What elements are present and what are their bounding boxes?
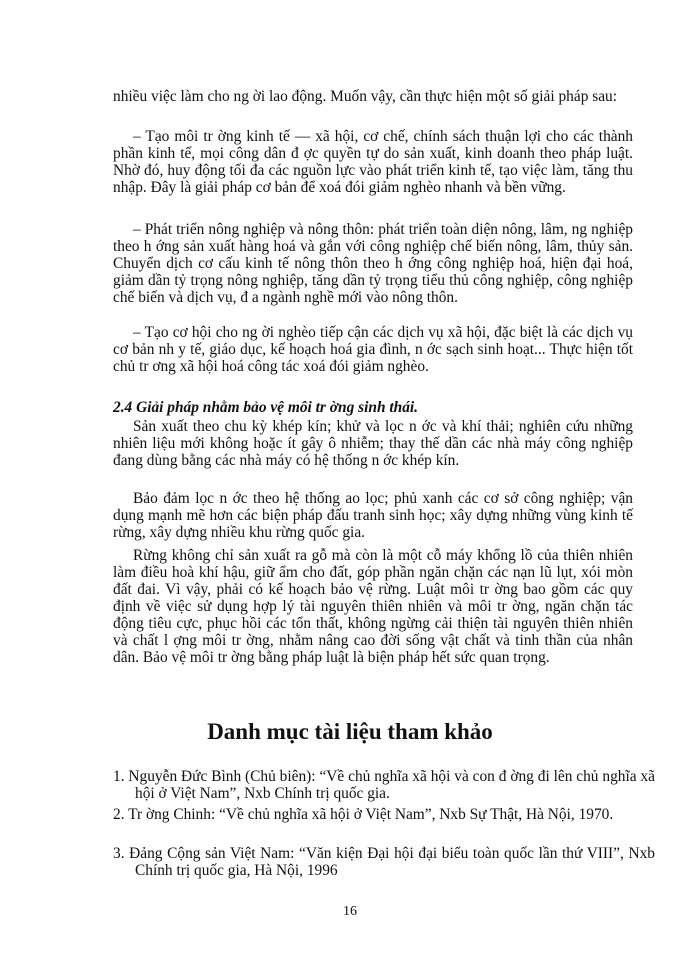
reference-item-2: 2. Tr ờng Chinh: “Về chủ nghĩa xã hội ở Việt Nam”, Nxb Sự Thật, Hà Nội, 1970. bbox=[113, 806, 614, 823]
reference-item-1: 1. Nguyễn Đức Bình (Chủ biên): “Về chủ nghĩa xã hội và con đ ờng đi lên chủ nghĩa xã hội ở Việt Nam”, Nxb Chính trị quốc gia. bbox=[113, 768, 655, 802]
page-number: 16 bbox=[343, 904, 357, 919]
intro-paragraph: nhiều việc làm cho ng ời lao động. Muốn vậy, cần thực hiện một số giải pháp sau: bbox=[113, 88, 618, 105]
solution-paragraph-3: – Tạo cơ hội cho ng ời nghèo tiếp cận các dịch vụ xã hội, đặc biệt là các dịch vụ cơ bản nh y tế, giáo dục, kế hoạch hoá gia đình, n ớc sạch sinh hoạt... Thực hiện tốt chủ tr ơng xã hội hoá công tác xoá đói giảm nghèo. bbox=[113, 324, 633, 375]
environment-paragraph-2: Bảo đảm lọc n ớc theo hệ thống ao lọc; phủ xanh các cơ sở công nghiệp; vận dụng mạnh mẽ hơn các biện pháp đấu tranh sinh học; xây dựng những vùng kinh tế rừng, xây dựng nhiều khu rừng quốc gia. bbox=[113, 490, 633, 541]
reference-item-3: 3. Đảng Cộng sản Việt Nam: “Văn kiện Đại hội đại biểu toàn quốc lần thứ VIII”, Nxb Chính trị quốc gia, Hà Nội, 1996 bbox=[113, 845, 655, 879]
solution-paragraph-1: – Tạo môi tr ờng kinh tế — xã hội, cơ chế, chính sách thuận lợi cho các thành phần kinh tế, mọi công dân đ ợc quyền tự do sản xuất, kinh doanh theo pháp luật. Nhờ đó, huy động tối đa các nguồn lực vào phát triển kinh tế, tạo việc làm, tăng thu nhập. Đây là giải pháp cơ bản để xoá đói giảm nghèo nhanh và bền vững. bbox=[113, 128, 633, 196]
section-heading-2-4: 2.4 Giải pháp nhằm bảo vệ môi tr ờng sinh thái. bbox=[113, 399, 419, 416]
solution-paragraph-2: – Phát triển nông nghiệp và nông thôn: phát triển toàn diện nông, lâm, ng nghiệp theo h ớng sản xuất hàng hoá và gắn với công nghiệp chế biến nông, lâm, thủy sản. Chuyển dịch cơ cấu kinh tế nông thôn theo h ớng công nghiệp hoá, hiện đại hoá, giảm dần tỷ trọng nông nghiệp, tăng dần tỷ trọng tiểu thủ công nghiệp, công nghiệp chế biến và dịch vụ, đ a ngành nghề mới vào nông thôn. bbox=[113, 221, 633, 306]
environment-paragraph-3: Rừng không chỉ sản xuất ra gỗ mà còn là một cỗ máy khổng lồ của thiên nhiên làm điều hoà khí hậu, giữ ẩm cho đất, góp phần ngăn chặn các nạn lũ lụt, xói mòn đất đai. Vì vậy, phải có kế hoạch bảo vệ rừng. Luật môi tr ờng bao gồm các quy định về việc sử dụng hợp lý tài nguyên thiên nhiên và môi tr ờng, ngăn chặn tác động tiêu cực, phục hồi các tổn thất, không ngừng cải thiện tài nguyên thiên nhiên và chất l ợng môi tr ờng, nhằm nâng cao đời sống vật chất và tinh thần của nhân dân. Bảo vệ môi tr ờng bằng pháp luật là biện pháp hết sức quan trọng. bbox=[113, 547, 633, 666]
environment-paragraph-1: Sản xuất theo chu kỳ khép kín; khử và lọc n ớc và khí thải; nghiên cứu những nhiên liệu mới không hoặc ít gây ô nhiễm; thay thế dần các nhà máy công nghiệp đang dùng bằng các nhà máy có hệ thống n ớc khép kín. bbox=[113, 418, 633, 469]
references-title: Danh mục tài liệu tham khảo bbox=[207, 719, 493, 744]
